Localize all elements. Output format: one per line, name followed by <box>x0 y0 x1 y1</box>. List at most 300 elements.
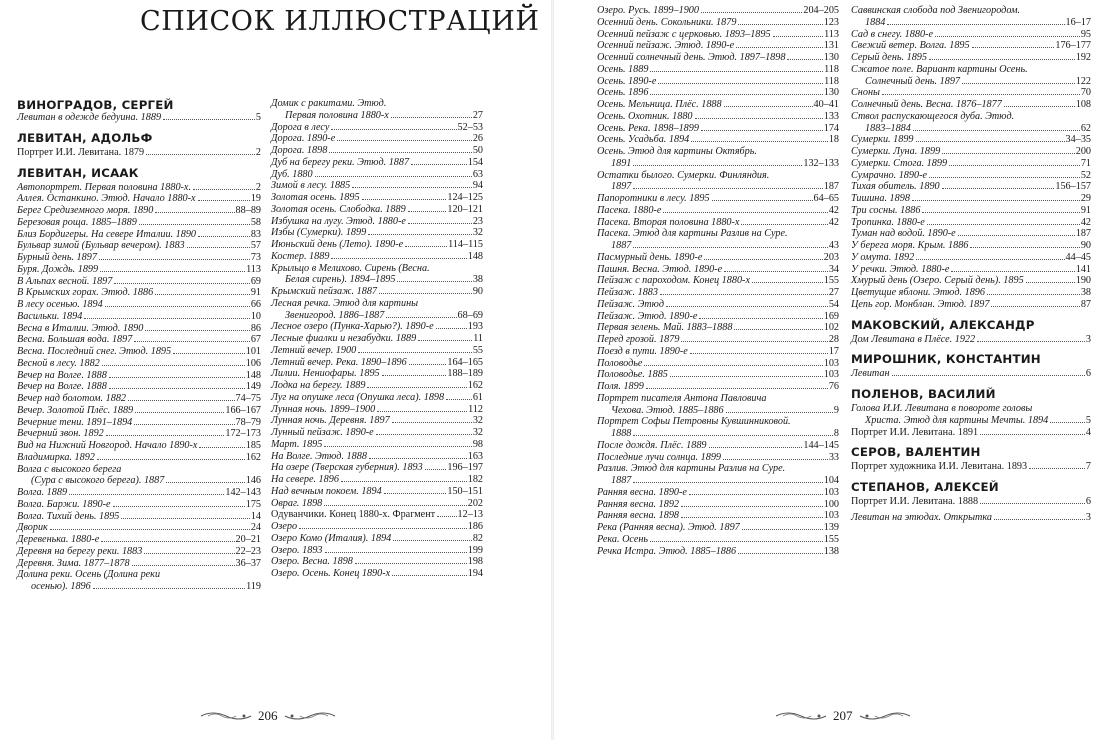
entry-page: 130 <box>823 52 839 63</box>
page-footer-right <box>775 708 911 724</box>
entry-page: 95 <box>1080 28 1091 40</box>
entry-page: 68–69 <box>457 309 483 321</box>
illustration-entry <box>851 512 1091 524</box>
entry-page: 5 <box>255 112 261 123</box>
illustration-entry <box>597 405 839 417</box>
illustration-entry <box>851 496 1091 508</box>
dot-leader <box>666 306 828 307</box>
entry-title: Волга. 1889 <box>17 487 68 498</box>
illustration-entry <box>597 416 839 428</box>
dot-leader <box>324 446 471 447</box>
entry-title: Поезд в пути. 1890-е <box>597 345 688 357</box>
entry-page: 16–17 <box>1065 16 1091 28</box>
illustration-entry <box>597 134 839 146</box>
illustration-entry <box>271 380 483 392</box>
dot-leader <box>135 412 224 413</box>
illustration-entry <box>597 510 839 522</box>
entry-title: Пасека. Этюд для картины Разлив на Суре. <box>597 228 788 240</box>
illustration-entry <box>597 393 839 405</box>
entry-title: Волга. Баржи. 1890-е <box>17 498 111 510</box>
entry-page: 169 <box>823 310 839 322</box>
dot-leader <box>369 458 467 459</box>
entry-page: 118 <box>824 63 839 75</box>
entry-page: 199 <box>467 544 483 556</box>
entry-title: Серый день. 1895 <box>851 52 927 63</box>
dot-leader <box>660 294 828 295</box>
dot-leader <box>670 376 823 377</box>
entry-page: 187 <box>823 181 839 193</box>
illustration-entry <box>597 40 839 52</box>
illustration-entry <box>271 556 483 568</box>
entry-page: 133 <box>823 110 839 122</box>
entry-title: Весной в лесу. 1882 <box>17 357 100 369</box>
entry-title: Бульвар зимой (Бульвар вечером). 1883 <box>17 240 185 252</box>
page-number: 207 <box>833 708 853 723</box>
dot-leader <box>942 153 1075 154</box>
page-footer-left <box>200 708 336 724</box>
entry-title: Лунная ночь. Деревня. 1897 <box>271 415 390 427</box>
entry-page: 36–37 <box>235 557 261 569</box>
illustration-entry <box>597 534 839 546</box>
entry-title: Звенигород. 1886–1887 <box>285 309 385 321</box>
illustration-entry <box>597 228 839 240</box>
dot-leader <box>101 541 234 542</box>
dot-leader <box>724 106 813 107</box>
illustration-entry <box>17 393 261 405</box>
illustration-entry <box>271 286 483 298</box>
dot-leader <box>391 117 472 118</box>
dot-leader <box>409 364 447 365</box>
entry-title: Июньский день (Лето). 1890-е <box>271 239 404 250</box>
illustration-entry <box>271 498 483 510</box>
entry-page: 71 <box>1080 157 1091 169</box>
dot-leader <box>93 588 245 589</box>
entry-page: 32 <box>472 427 483 438</box>
page-title: СПИСОК ИЛЛЮСТРАЦИЙ <box>140 6 540 37</box>
entry-title: Пасека. Вторая половина 1880-х <box>597 216 740 228</box>
entry-title: 1887 <box>611 240 632 251</box>
illustration-entry <box>851 123 1091 135</box>
entry-title: Три сосны. 1886 <box>851 204 921 216</box>
dot-leader <box>987 294 1080 295</box>
entry-title: 1884 <box>865 16 886 28</box>
entry-page: 44–45 <box>1065 251 1091 263</box>
entry-title: Левитан на этюдах. Открытка <box>851 511 993 523</box>
dot-leader <box>386 317 456 318</box>
illustration-entry <box>17 182 261 194</box>
dot-leader <box>166 482 244 483</box>
illustration-entry <box>271 474 483 486</box>
dot-leader <box>1029 468 1085 469</box>
entry-title: Осень. 1890-е <box>597 75 657 87</box>
entry-title: Пасека. 1880-е <box>597 204 662 216</box>
entry-title: Осенний солнечный день. Этюд. 1897–1898 <box>597 52 786 63</box>
entry-title: Дуб. 1880 <box>271 168 313 180</box>
entry-page: 34 <box>828 263 839 275</box>
illustration-entry <box>271 345 483 357</box>
entry-title: Тропинка. 1880-е <box>851 216 925 228</box>
illustration-entry <box>271 545 483 557</box>
entry-page: 19 <box>250 193 261 205</box>
dot-leader <box>425 469 447 470</box>
illustration-entry <box>271 509 483 521</box>
entry-page: 103 <box>823 357 839 369</box>
entry-title: Сумрачно. 1890-е <box>851 169 928 181</box>
illustration-entry <box>597 346 839 358</box>
entry-page: 162 <box>467 380 483 391</box>
entry-title: Дорога. 1890-е <box>271 133 336 145</box>
entry-page: 175 <box>245 498 261 510</box>
entry-title: Пасмурный день. 1890-е <box>597 251 703 263</box>
entry-page: 139 <box>823 522 839 533</box>
entry-title: Перед грозой. 1879 <box>597 334 680 345</box>
illustration-entry <box>271 404 483 416</box>
entry-title: Последние лучи солнца. 1899 <box>597 451 722 463</box>
entry-title: Туман над водой. 1890-е <box>851 228 956 240</box>
illustration-entry <box>17 252 261 264</box>
entry-title: Первая половина 1880-х <box>285 109 389 121</box>
dot-leader <box>367 387 466 388</box>
illustration-entry <box>17 417 261 429</box>
entry-title: Христа. Этюд для картины Мечты. 1894 <box>865 414 1049 426</box>
illustration-entry <box>851 29 1091 41</box>
illustration-entry <box>271 192 483 204</box>
illustration-entry <box>851 461 1091 473</box>
illustration-entry <box>271 321 483 333</box>
illustration-entry <box>271 122 483 134</box>
entry-title: Лодка на берегу. 1889 <box>271 380 366 391</box>
illustration-entry <box>597 287 839 299</box>
illustration-entry <box>851 146 1091 158</box>
illustration-entry <box>851 76 1091 88</box>
entry-title: Папоротники в лесу. 1895 <box>597 193 710 204</box>
dot-leader <box>972 47 1055 48</box>
entry-page: 26 <box>472 133 483 145</box>
entry-title: В лесу осенью. 1894 <box>17 299 103 310</box>
dot-leader <box>329 152 472 153</box>
entry-title: Избушка на лугу. Этюд. 1880-е <box>271 215 406 227</box>
illustration-entry <box>851 181 1091 193</box>
entry-page: 108 <box>1075 99 1091 110</box>
entry-page: 78–79 <box>235 416 261 428</box>
artist-heading: ВИНОГРАДОВ, СЕРГЕЙ <box>17 98 174 112</box>
artist-heading: ЛЕВИТАН, ИСААК <box>17 165 139 180</box>
dot-leader <box>970 247 1079 248</box>
dot-leader <box>633 165 802 166</box>
entry-page: 90 <box>1080 240 1091 251</box>
illustration-entry <box>17 534 261 546</box>
entry-page: 123 <box>823 16 839 28</box>
artist-heading: МАКОВСКИЙ, АЛЕКСАНДР <box>851 317 1035 332</box>
entry-title: Сноны <box>851 87 880 99</box>
entry-page: 17 <box>828 345 839 357</box>
illustration-entry <box>851 299 1091 311</box>
illustration-entry <box>851 287 1091 299</box>
entry-page: 162 <box>245 451 261 463</box>
entry-page: 102 <box>823 322 839 334</box>
illustration-entry <box>597 193 839 205</box>
dot-leader <box>658 83 823 84</box>
entry-title: Березовая роща. 1885–1889 <box>17 216 137 228</box>
illustration-entry <box>17 276 261 288</box>
entry-title: Берег Средиземного моря. 1890 <box>17 205 154 216</box>
illustration-entry <box>851 264 1091 276</box>
ornament-icon <box>200 710 252 722</box>
dot-leader <box>379 293 472 294</box>
entry-page: 130 <box>823 87 839 99</box>
dot-leader <box>69 494 224 495</box>
entry-title: Осенний пейзаж. Этюд. 1890-е <box>597 40 735 52</box>
dot-leader <box>144 553 234 554</box>
illustration-entry <box>597 499 839 511</box>
dot-leader <box>709 447 803 448</box>
illustration-entry <box>17 452 261 464</box>
illustration-entry <box>851 403 1091 415</box>
entry-page: 32 <box>472 227 483 239</box>
entry-page: 94 <box>472 180 483 192</box>
illustration-entry <box>17 522 261 534</box>
dot-leader <box>690 353 828 354</box>
dot-leader <box>681 517 823 518</box>
entry-page: 63 <box>472 168 483 180</box>
illustration-entry <box>851 334 1091 346</box>
illustration-entry <box>597 463 839 475</box>
entry-page: 50 <box>472 145 483 156</box>
dot-leader <box>377 411 467 412</box>
entry-page: 43 <box>828 240 839 251</box>
entry-title: Сад в снегу. 1880-е <box>851 28 933 40</box>
entry-title: Осень. 1896 <box>597 87 649 99</box>
entry-page: 11 <box>473 333 483 344</box>
entry-title: Крыльцо в Мелихово. Сирень (Весна. <box>271 262 430 274</box>
entry-page: 104 <box>823 475 839 486</box>
illustration-entry <box>271 451 483 463</box>
illustration-entry <box>597 452 839 464</box>
entry-page: 194 <box>467 568 483 579</box>
illustration-entry <box>17 205 261 217</box>
dot-leader <box>341 481 467 482</box>
entry-title: Белая сирень). 1894–1895 <box>285 274 396 286</box>
entry-title: Цепь гор. Монблан. Этюд. 1897 <box>851 298 990 310</box>
entry-page: 38 <box>1080 287 1091 298</box>
entry-title: Озеро. Русь. 1899–1900 <box>597 5 699 16</box>
illustration-entry <box>271 133 483 145</box>
illustration-entry <box>17 499 261 511</box>
entry-page: 98 <box>472 438 483 450</box>
dot-leader <box>146 154 255 155</box>
dot-leader <box>315 176 472 177</box>
entry-title: Солнечный день. 1897 <box>865 75 961 87</box>
illustration-entry <box>851 427 1091 439</box>
dot-leader <box>962 83 1075 84</box>
entry-title: Портрет И.И. Левитана. 1879 <box>17 146 145 158</box>
entry-page: 120–121 <box>447 203 483 215</box>
entry-title: Вид на Нижний Новгород. Начало 1890-х <box>17 440 198 451</box>
entry-title: Автопортрет. Первая половина 1880-х. <box>17 181 191 193</box>
index-column-3 <box>597 5 839 557</box>
dot-leader <box>106 435 225 436</box>
entry-title: Осенний день. Сокольники. 1879 <box>597 16 737 28</box>
dot-leader <box>408 223 472 224</box>
illustration-entry <box>597 381 839 393</box>
dot-leader <box>699 318 822 319</box>
entry-title: Лилии. Нениофары. 1895 <box>271 368 380 380</box>
entry-page: 27 <box>472 109 483 121</box>
entry-page: 196–197 <box>447 462 483 474</box>
illustration-entry <box>851 252 1091 264</box>
entry-page: 3 <box>1085 333 1091 345</box>
entry-page: 122 <box>1075 75 1091 87</box>
illustration-entry <box>17 475 261 487</box>
entry-page: 87 <box>1080 298 1091 310</box>
dot-leader <box>337 140 472 141</box>
entry-title: Золотая осень. 1895 <box>271 192 360 203</box>
dot-leader <box>84 318 249 319</box>
entry-page: 187 <box>1075 228 1091 240</box>
dot-leader <box>1004 106 1075 107</box>
entry-title: Озеро. Весна. 1898 <box>271 556 353 568</box>
entry-title: Река. Осень <box>597 533 649 545</box>
dot-leader <box>712 200 813 201</box>
illustration-entry <box>271 110 483 122</box>
entry-title: Пейзаж. Этюд <box>597 298 664 310</box>
illustration-entry <box>597 546 839 558</box>
entry-page: 8 <box>833 428 839 439</box>
entry-page: 66 <box>250 299 261 310</box>
entry-title: Половодье. 1885 <box>597 369 668 381</box>
entry-title: Бурный день. 1897 <box>17 252 97 263</box>
entry-title: Дорога в лесу <box>271 121 330 133</box>
entry-page: 155 <box>823 275 839 287</box>
entry-title: Хмурый день (Озеро. Серый день). 1895 <box>851 275 1024 287</box>
dot-leader <box>646 388 828 389</box>
illustration-entry <box>17 287 261 299</box>
entry-page: 42 <box>828 204 839 216</box>
dot-leader <box>134 341 249 342</box>
dot-leader <box>199 447 244 448</box>
entry-page: 154 <box>467 156 483 168</box>
entry-title: Долина реки. Осень (Долина реки <box>17 569 161 581</box>
entry-title: Чехова. Этюд. 1885–1886 <box>611 404 724 416</box>
entry-title: Осень. Этюд для картины Октябрь. <box>597 146 757 157</box>
entry-page: 2 <box>255 181 261 193</box>
entry-title: Озеро <box>271 521 298 532</box>
illustration-entry <box>597 275 839 287</box>
entry-page: 22–23 <box>235 545 261 557</box>
dot-leader <box>912 200 1080 201</box>
entry-title: Ранняя весна. 1898 <box>597 510 680 522</box>
illustration-entry <box>17 323 261 335</box>
entry-page: 12–13 <box>457 509 483 521</box>
illustration-entry <box>17 440 261 452</box>
entry-page: 14 <box>250 510 261 522</box>
entry-title: Владимирка. 1892 <box>17 451 95 463</box>
entry-title: Дворик <box>17 522 48 534</box>
dot-leader <box>1050 422 1085 423</box>
illustration-entry <box>271 533 483 545</box>
illustration-entry <box>271 568 483 580</box>
illustration-entry <box>17 358 261 370</box>
entry-title: Март. 1895 <box>271 438 323 450</box>
entry-page: 5 <box>1085 414 1091 426</box>
illustration-entry <box>17 240 261 252</box>
dot-leader <box>922 212 1079 213</box>
dot-leader <box>384 493 447 494</box>
entry-page: 146 <box>245 475 261 487</box>
entry-title: Левитан в одежде бедуина. 1889 <box>17 112 162 123</box>
entry-page: 74–75 <box>235 393 261 404</box>
entry-page: 70 <box>1080 87 1091 99</box>
entry-title: Лесные фиалки и незабудки. 1889 <box>271 333 417 344</box>
illustration-entry <box>597 170 839 182</box>
entry-page: 131 <box>823 40 839 52</box>
dot-leader <box>773 36 824 37</box>
illustration-entry <box>597 299 839 311</box>
dot-leader <box>949 165 1080 166</box>
entry-title: Волга с высокого берега <box>17 463 122 475</box>
illustration-entry <box>851 52 1091 64</box>
dot-leader <box>173 353 245 354</box>
entry-page: 113 <box>824 28 839 40</box>
dot-leader <box>726 412 833 413</box>
dot-leader <box>392 422 472 423</box>
illustration-entry <box>271 145 483 157</box>
entry-page: 10 <box>250 310 261 322</box>
entry-page: 83 <box>250 228 261 240</box>
dot-leader <box>100 271 245 272</box>
entry-title: У речки. Этюд. 1880-е <box>851 263 950 275</box>
entry-page: 202 <box>467 497 483 509</box>
entry-title: Вечер на Волге. 1888 <box>17 381 107 393</box>
illustration-entry <box>597 17 839 29</box>
entry-page: 62 <box>1080 122 1091 134</box>
entry-title: Солнечный день. Весна. 1876–1877 <box>851 99 1002 110</box>
entry-page: 193 <box>467 321 483 333</box>
dot-leader <box>724 271 828 272</box>
entry-title: Лунный пейзаж. 1890-е <box>271 427 374 438</box>
illustration-entry <box>597 64 839 76</box>
illustration-entry <box>271 333 483 345</box>
dot-leader <box>927 224 1080 225</box>
entry-page: 42 <box>828 216 839 228</box>
illustration-entry <box>851 87 1091 99</box>
entry-page: 2 <box>255 146 261 158</box>
entry-page: 6 <box>1085 368 1091 380</box>
entry-page: 156–157 <box>1055 181 1091 193</box>
illustration-entry <box>597 181 839 193</box>
illustration-entry <box>271 310 483 322</box>
entry-page: 106 <box>245 357 261 369</box>
entry-title: Пейзаж с пароходом. Конец 1880-х <box>597 275 750 287</box>
entry-title: Волга. Тихий день. 1895 <box>17 510 120 522</box>
entry-title: На озере (Тверская губерния). 1893 <box>271 462 423 474</box>
entry-title: Сжатое поле. Вариант картины Осень. <box>851 63 1028 75</box>
illustration-entry <box>851 415 1091 427</box>
dot-leader <box>977 341 1085 342</box>
entry-page: 52 <box>1080 169 1091 181</box>
ornament-icon <box>859 710 911 722</box>
entry-page: 6 <box>1085 496 1091 507</box>
entry-page: 174 <box>823 122 839 134</box>
illustration-entry <box>597 440 839 452</box>
dot-leader <box>734 329 822 330</box>
entry-page: 103 <box>823 486 839 498</box>
dot-leader <box>132 565 235 566</box>
dot-leader <box>691 141 828 142</box>
illustration-entry <box>597 334 839 346</box>
entry-title: Близ Бордигеры. На севере Италии. 1890 <box>17 228 197 240</box>
dot-leader <box>980 503 1085 504</box>
